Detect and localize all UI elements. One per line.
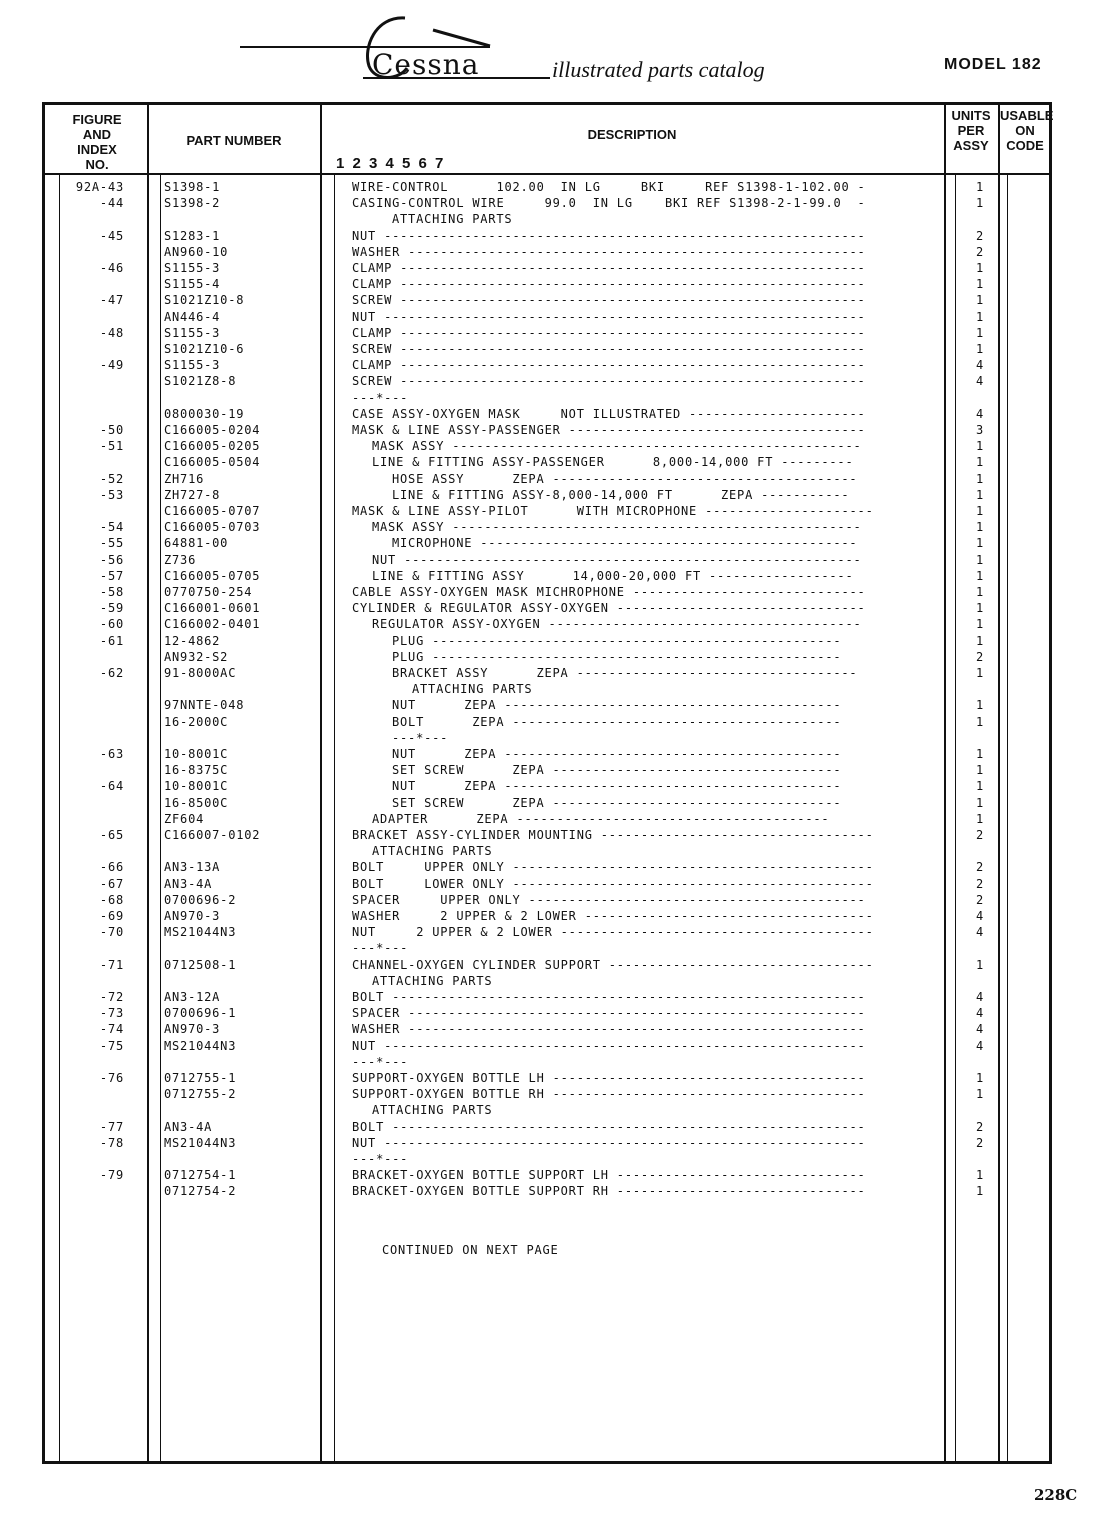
figure-index: -75 [99, 1039, 124, 1053]
description: SET SCREW ZEPA ------------------------------------ [392, 763, 842, 777]
figure-index: -69 [99, 909, 124, 923]
description: ---*--- [352, 1055, 409, 1069]
table-row [0, 1168, 1113, 1184]
table-row [0, 634, 1113, 650]
units-per-assy: 4 [975, 1006, 985, 1020]
part-number: 16-8375C [164, 763, 229, 777]
units-per-assy: 1 [975, 261, 985, 275]
figure-index: -45 [99, 229, 124, 243]
description: CLAMP ---------------------------------------------------------- [352, 326, 866, 340]
description: SCREW ---------------------------------------------------------- [352, 374, 866, 388]
header-figure: FIGURE AND INDEX NO. [72, 112, 122, 172]
part-number: ZH716 [164, 472, 205, 486]
table-row [0, 326, 1113, 342]
part-number: C166005-0705 [164, 569, 261, 583]
table-row [0, 844, 1113, 860]
units-per-assy: 2 [975, 229, 985, 243]
units-per-assy: 1 [975, 715, 985, 729]
units-per-assy: 1 [975, 293, 985, 307]
units-per-assy: 2 [975, 893, 985, 907]
units-per-assy: 1 [975, 812, 985, 826]
description: CASING-CONTROL WIRE 99.0 IN LG BKI REF S1398-2-1-99.0 - [352, 196, 866, 210]
figure-index: -70 [99, 925, 124, 939]
description: NUT ------------------------------------------------------------ [352, 310, 866, 324]
description: LINE & FITTING ASSY 14,000-20,000 FT ------------------ [372, 569, 854, 583]
part-number: 0700696-2 [164, 893, 237, 907]
figure-index: -44 [99, 196, 124, 210]
table-row [0, 293, 1113, 309]
figure-index: -50 [99, 423, 124, 437]
description: SUPPORT-OXYGEN BOTTLE LH --------------------------------------- [352, 1071, 866, 1085]
description: MASK & LINE ASSY-PILOT WITH MICROPHONE --------------------- [352, 504, 874, 518]
description: REGULATOR ASSY-OXYGEN --------------------------------------- [372, 617, 862, 631]
description: MICROPHONE ----------------------------------------------- [392, 536, 858, 550]
part-number: S1155-3 [164, 261, 221, 275]
figure-index: -58 [99, 585, 124, 599]
table-row [0, 715, 1113, 731]
description: WASHER --------------------------------------------------------- [352, 1022, 866, 1036]
table-row [0, 828, 1113, 844]
table-row [0, 1120, 1113, 1136]
figure-index: -63 [99, 747, 124, 761]
model-label: MODEL 182 [944, 56, 1042, 73]
table-row [0, 536, 1113, 552]
description: CHANNEL-OXYGEN CYLINDER SUPPORT --------------------------------- [352, 958, 874, 972]
table-row [0, 1152, 1113, 1168]
figure-index: -73 [99, 1006, 124, 1020]
figure-index: -55 [99, 536, 124, 550]
units-per-assy: 4 [975, 358, 985, 372]
description: LINE & FITTING ASSY-PASSENGER 8,000-14,000 FT --------- [372, 455, 854, 469]
table-row [0, 180, 1113, 196]
description: BOLT ----------------------------------------------------------- [352, 1120, 866, 1134]
description: CASE ASSY-OXYGEN MASK NOT ILLUSTRATED ---------------------- [352, 407, 866, 421]
figure-index: -77 [99, 1120, 124, 1134]
description: NUT ------------------------------------------------------------ [352, 1039, 866, 1053]
table-row [0, 245, 1113, 261]
units-per-assy: 1 [975, 747, 985, 761]
part-number: C166005-0204 [164, 423, 261, 437]
table-row [0, 504, 1113, 520]
figure-index: -56 [99, 553, 124, 567]
description: WASHER --------------------------------------------------------- [352, 245, 866, 259]
part-number: AN3-12A [164, 990, 221, 1004]
units-per-assy: 1 [975, 536, 985, 550]
table-row [0, 909, 1113, 925]
table-row [0, 796, 1113, 812]
units-per-assy: 1 [975, 796, 985, 810]
description: NUT ------------------------------------------------------------ [352, 1136, 866, 1150]
description: NUT ------------------------------------------------------------ [352, 229, 866, 243]
part-number: 10-8001C [164, 779, 229, 793]
description: ---*--- [392, 731, 449, 745]
figure-index: -54 [99, 520, 124, 534]
header-part-number: PART NUMBER [186, 133, 282, 148]
units-per-assy: 1 [975, 472, 985, 486]
description: ATTACHING PARTS [372, 1103, 493, 1117]
units-per-assy: 1 [975, 569, 985, 583]
description: MASK ASSY --------------------------------------------------- [372, 439, 862, 453]
table-row [0, 439, 1113, 455]
description: WASHER 2 UPPER & 2 LOWER ------------------------------------ [352, 909, 874, 923]
table-row [0, 212, 1113, 228]
units-per-assy: 1 [975, 601, 985, 615]
part-number: 12-4862 [164, 634, 221, 648]
figure-index: -62 [99, 666, 124, 680]
table-row [0, 666, 1113, 682]
units-per-assy: 1 [975, 553, 985, 567]
description: SPACER --------------------------------------------------------- [352, 1006, 866, 1020]
table-row [0, 893, 1113, 909]
part-number: C166005-0205 [164, 439, 261, 453]
units-per-assy: 4 [975, 374, 985, 388]
part-number: 16-2000C [164, 715, 229, 729]
units-per-assy: 1 [975, 617, 985, 631]
table-row [0, 1136, 1113, 1152]
units-per-assy: 2 [975, 860, 985, 874]
table-row [0, 455, 1113, 471]
table-row [0, 261, 1113, 277]
header-divider [42, 173, 1052, 175]
header-indent-scale: 1 2 3 4 5 6 7 [336, 155, 446, 172]
part-number: 0712755-2 [164, 1087, 237, 1101]
description: CLAMP ---------------------------------------------------------- [352, 277, 866, 291]
figure-index: -72 [99, 990, 124, 1004]
part-number: S1021Z10-8 [164, 293, 245, 307]
description: MASK & LINE ASSY-PASSENGER ------------------------------------- [352, 423, 866, 437]
units-per-assy: 2 [975, 1120, 985, 1134]
part-number: AN970-3 [164, 1022, 221, 1036]
catalog-title: illustrated parts catalog [552, 57, 765, 82]
figure-index: -71 [99, 958, 124, 972]
description: NUT 2 UPPER & 2 LOWER --------------------------------------- [352, 925, 874, 939]
description: SUPPORT-OXYGEN BOTTLE RH --------------------------------------- [352, 1087, 866, 1101]
units-per-assy: 1 [975, 504, 985, 518]
part-number: C166005-0504 [164, 455, 261, 469]
figure-index: -65 [99, 828, 124, 842]
brand-name: Cessna [372, 48, 480, 81]
units-per-assy: 1 [975, 1168, 985, 1182]
table-row [0, 860, 1113, 876]
units-per-assy: 1 [975, 1184, 985, 1198]
description: ATTACHING PARTS [392, 212, 513, 226]
figure-index: -60 [99, 617, 124, 631]
table-row [0, 974, 1113, 990]
description: ATTACHING PARTS [412, 682, 533, 696]
table-row [0, 925, 1113, 941]
description: SPACER UPPER ONLY ------------------------------------------ [352, 893, 866, 907]
figure-index: -49 [99, 358, 124, 372]
table-row [0, 374, 1113, 390]
units-per-assy: 2 [975, 245, 985, 259]
units-per-assy: 1 [975, 342, 985, 356]
description: SCREW ---------------------------------------------------------- [352, 342, 866, 356]
figure-index: -51 [99, 439, 124, 453]
units-per-assy: 4 [975, 1022, 985, 1036]
figure-index: -59 [99, 601, 124, 615]
description: CLAMP ---------------------------------------------------------- [352, 358, 866, 372]
part-number: AN3-4A [164, 1120, 213, 1134]
description: ADAPTER ZEPA --------------------------------------- [372, 812, 830, 826]
table-row [0, 553, 1113, 569]
description: SCREW ---------------------------------------------------------- [352, 293, 866, 307]
description: ATTACHING PARTS [372, 844, 493, 858]
description: LINE & FITTING ASSY-8,000-14,000 FT ZEPA ----------- [392, 488, 850, 502]
part-number: S1398-1 [164, 180, 221, 194]
part-number: C166002-0401 [164, 617, 261, 631]
description: NUT ZEPA ------------------------------------------ [392, 779, 842, 793]
table-row [0, 1184, 1113, 1200]
part-number: Z736 [164, 553, 197, 567]
table-row [0, 229, 1113, 245]
part-number: S1021Z10-6 [164, 342, 245, 356]
table-row [0, 650, 1113, 666]
units-per-assy: 1 [975, 666, 985, 680]
page-number: 228C [1034, 1486, 1078, 1504]
table-row [0, 617, 1113, 633]
description: CYLINDER & REGULATOR ASSY-OXYGEN ------------------------------- [352, 601, 866, 615]
part-number: AN960-10 [164, 245, 229, 259]
figure-index: -57 [99, 569, 124, 583]
table-row [0, 698, 1113, 714]
part-number: ZH727-8 [164, 488, 221, 502]
part-number: S1155-3 [164, 358, 221, 372]
description: ---*--- [352, 941, 409, 955]
part-number: C166001-0601 [164, 601, 261, 615]
units-per-assy: 4 [975, 1039, 985, 1053]
part-number: 0712755-1 [164, 1071, 237, 1085]
table-row [0, 342, 1113, 358]
table-row [0, 747, 1113, 763]
part-number: 0800030-19 [164, 407, 245, 421]
units-per-assy: 1 [975, 520, 985, 534]
part-number: 64881-00 [164, 536, 229, 550]
description: NUT ZEPA ------------------------------------------ [392, 747, 842, 761]
table-row [0, 601, 1113, 617]
units-per-assy: 1 [975, 634, 985, 648]
description: ---*--- [352, 1152, 409, 1166]
table-row [0, 488, 1113, 504]
part-number: ZF604 [164, 812, 205, 826]
description: CLAMP ---------------------------------------------------------- [352, 261, 866, 275]
figure-index: -47 [99, 293, 124, 307]
part-number: 0712754-2 [164, 1184, 237, 1198]
part-number: AN3-4A [164, 877, 213, 891]
table-row [0, 1039, 1113, 1055]
description: BOLT ----------------------------------------------------------- [352, 990, 866, 1004]
units-per-assy: 3 [975, 423, 985, 437]
part-number: 0712508-1 [164, 958, 237, 972]
part-number: 0770750-254 [164, 585, 253, 599]
units-per-assy: 1 [975, 779, 985, 793]
part-number: C166005-0703 [164, 520, 261, 534]
description: BOLT LOWER ONLY --------------------------------------------- [352, 877, 874, 891]
description: PLUG --------------------------------------------------- [392, 634, 842, 648]
units-per-assy: 1 [975, 439, 985, 453]
units-per-assy: 4 [975, 909, 985, 923]
table-row [0, 1055, 1113, 1071]
units-per-assy: 1 [975, 585, 985, 599]
description: BOLT UPPER ONLY --------------------------------------------- [352, 860, 874, 874]
table-row [0, 585, 1113, 601]
figure-index: -78 [99, 1136, 124, 1150]
part-number: AN932-S2 [164, 650, 229, 664]
part-number: AN446-4 [164, 310, 221, 324]
units-per-assy: 2 [975, 828, 985, 842]
description: BRACKET ASSY ZEPA ----------------------------------- [392, 666, 858, 680]
part-number: S1398-2 [164, 196, 221, 210]
part-number: MS21044N3 [164, 1136, 237, 1150]
description: ---*--- [352, 391, 409, 405]
units-per-assy: 4 [975, 925, 985, 939]
table-row [0, 731, 1113, 747]
part-number: AN3-13A [164, 860, 221, 874]
figure-index: 92A-43 [75, 180, 124, 194]
table-row [0, 520, 1113, 536]
table-row [0, 763, 1113, 779]
part-number: 10-8001C [164, 747, 229, 761]
table-row [0, 1022, 1113, 1038]
description: PLUG --------------------------------------------------- [392, 650, 842, 664]
units-per-assy: 2 [975, 877, 985, 891]
header-description: DESCRIPTION [587, 127, 677, 142]
table-row [0, 196, 1113, 212]
units-per-assy: 1 [975, 196, 985, 210]
part-number: S1283-1 [164, 229, 221, 243]
part-number: MS21044N3 [164, 925, 237, 939]
table-row [0, 1006, 1113, 1022]
table-row [0, 1087, 1113, 1103]
table-row [0, 779, 1113, 795]
table-row [0, 1103, 1113, 1119]
figure-index: -64 [99, 779, 124, 793]
part-number: S1155-3 [164, 326, 221, 340]
table-row [0, 277, 1113, 293]
header-units: UNITS PER ASSY [951, 108, 991, 153]
part-number: S1021Z8-8 [164, 374, 237, 388]
description: CABLE ASSY-OXYGEN MASK MICHROPHONE ----------------------------- [352, 585, 866, 599]
units-per-assy: 1 [975, 1087, 985, 1101]
figure-index: -79 [99, 1168, 124, 1182]
figure-index: -68 [99, 893, 124, 907]
units-per-assy: 1 [975, 455, 985, 469]
units-per-assy: 1 [975, 958, 985, 972]
table-row [0, 941, 1113, 957]
table-row [0, 958, 1113, 974]
description: BRACKET-OXYGEN BOTTLE SUPPORT LH ------------------------------- [352, 1168, 866, 1182]
units-per-assy: 1 [975, 763, 985, 777]
part-number: C166007-0102 [164, 828, 261, 842]
description: BOLT ZEPA ----------------------------------------- [392, 715, 842, 729]
units-per-assy: 1 [975, 277, 985, 291]
units-per-assy: 1 [975, 180, 985, 194]
units-per-assy: 1 [975, 310, 985, 324]
header-usable: USABLE ON CODE [1000, 108, 1054, 153]
table-row [0, 1071, 1113, 1087]
part-number: 97NNTE-048 [164, 698, 245, 712]
part-number: C166005-0707 [164, 504, 261, 518]
figure-index: -67 [99, 877, 124, 891]
figure-index: -61 [99, 634, 124, 648]
units-per-assy: 2 [975, 650, 985, 664]
description: NUT --------------------------------------------------------- [372, 553, 862, 567]
table-row [0, 310, 1113, 326]
part-number: 91-8000AC [164, 666, 237, 680]
units-per-assy: 2 [975, 1136, 985, 1150]
part-number: AN970-3 [164, 909, 221, 923]
description: BRACKET ASSY-CYLINDER MOUNTING ---------------------------------- [352, 828, 874, 842]
part-number: MS21044N3 [164, 1039, 237, 1053]
table-row [0, 812, 1113, 828]
units-per-assy: 1 [975, 488, 985, 502]
table-row [0, 358, 1113, 374]
description: HOSE ASSY ZEPA -------------------------------------- [392, 472, 858, 486]
units-per-assy: 4 [975, 990, 985, 1004]
part-number: 0700696-1 [164, 1006, 237, 1020]
table-row [0, 682, 1113, 698]
table-row [0, 391, 1113, 407]
figure-index: -52 [99, 472, 124, 486]
description: NUT ZEPA ------------------------------------------ [392, 698, 842, 712]
table-row [0, 990, 1113, 1006]
units-per-assy: 1 [975, 326, 985, 340]
units-per-assy: 1 [975, 698, 985, 712]
table-row [0, 877, 1113, 893]
figure-index: -74 [99, 1022, 124, 1036]
figure-index: -46 [99, 261, 124, 275]
units-per-assy: 4 [975, 407, 985, 421]
description: ATTACHING PARTS [372, 974, 493, 988]
table-row [0, 569, 1113, 585]
description: WIRE-CONTROL 102.00 IN LG BKI REF S1398-1-102.00 - [352, 180, 866, 194]
table-row [0, 423, 1113, 439]
description: MASK ASSY --------------------------------------------------- [372, 520, 862, 534]
figure-index: -48 [99, 326, 124, 340]
part-number: S1155-4 [164, 277, 221, 291]
table-row [0, 407, 1113, 423]
part-number: 0712754-1 [164, 1168, 237, 1182]
figure-index: -76 [99, 1071, 124, 1085]
figure-index: -66 [99, 860, 124, 874]
continued-note: CONTINUED ON NEXT PAGE [382, 1243, 559, 1257]
figure-index: -53 [99, 488, 124, 502]
units-per-assy: 1 [975, 1071, 985, 1085]
table-row [0, 472, 1113, 488]
description: BRACKET-OXYGEN BOTTLE SUPPORT RH ------------------------------- [352, 1184, 866, 1198]
description: SET SCREW ZEPA ------------------------------------ [392, 796, 842, 810]
part-number: 16-8500C [164, 796, 229, 810]
